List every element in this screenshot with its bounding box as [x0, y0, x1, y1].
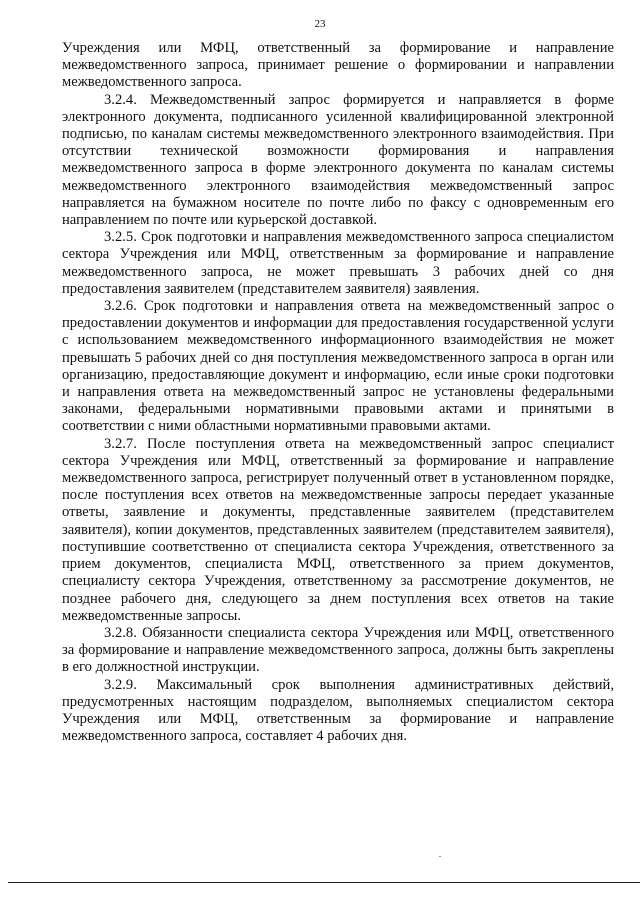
paragraph-3-2-7: 3.2.7. После поступления ответа на межведомственный запрос специалист сектора Учреждения или МФЦ, ответственный за формирование и направление межведомственного запроса, регистрирует полученный ответ в установленном порядке, после поступления всех ответов на межведомственные запросы передает указанные ответы, заявление и документы, представленные заявителем (представителем заявителя), копии документов, представленных заявителем (представителем заявителя), поступившие соответственно от специалиста сектора Учреждения, ответственного за прием документов, специалиста МФЦ, ответственного за прием документов, специалисту сектора Учреждения, ответственному за рассмотрение документов, не позднее рабочего дня, следующего за днем поступления всех ответов на такие межведомственные запросы.	[62, 435, 614, 624]
paragraph-3-2-9: 3.2.9. Максимальный срок выполнения административных действий, предусмотренных настоящим подразделом, выполняемых специалистом сектора Учреждения или МФЦ, ответственным за формирование и направление межведомственного запроса, составляет 4 рабочих дня.	[62, 676, 614, 745]
paragraph-3-2-8: 3.2.8. Обязанности специалиста сектора Учреждения или МФЦ, ответственного за формирование и направление межведомственного запроса, должны быть закреплены в его должностной инструкции.	[62, 624, 614, 676]
paragraph-3-2-6: 3.2.6. Срок подготовки и направления ответа на межведомственный запрос о предоставлении документов и информации для предоставления государственной услуги с использованием межведомственного информационного взаимодействия не может превышать 5 рабочих дней со дня поступления межведомственного запроса в орган или организацию, предоставляющие документ и информацию, если иные сроки подготовки и направления ответа на межведомственный запрос не установлены федеральными законами, федеральными нормативными правовыми актами и принятыми в соответствии с ними областными нормативными правовыми актами.	[62, 298, 614, 435]
paragraph-3-2-4: 3.2.4. Межведомственный запрос формируется и направляется в форме электронного документа, подписанного усиленной квалифицированной электронной подписью, по каналам системы межведомственного электронного взаимодействия. При отсутствии технической возможности формирования и направления межведомственного запроса в форме электронного документа по каналам системы межведомственного электронного взаимодействия межведомственный запрос направляется на бумажном носителе по почте либо по факсу с одновременным его направлением по почте или курьерской доставкой.	[62, 91, 614, 229]
document-body	[62, 40, 614, 745]
scan-speck	[439, 856, 441, 857]
page-number: 23	[314, 18, 326, 30]
footer-rule	[8, 882, 640, 883]
paragraph-3-2-5: 3.2.5. Срок подготовки и направления межведомственного запроса специалистом сектора Учреждения или МФЦ, ответственным за формирование и направление межведомственного запроса, не может превышать 3 рабочих дней со дня предоставления заявителем (представителем заявителя) заявления.	[62, 229, 614, 297]
paragraph-continuation: Учреждения или МФЦ, ответственный за формирование и направление межведомственного запроса, принимает решение о формировании и направлении межведомственного запроса.	[62, 40, 614, 91]
